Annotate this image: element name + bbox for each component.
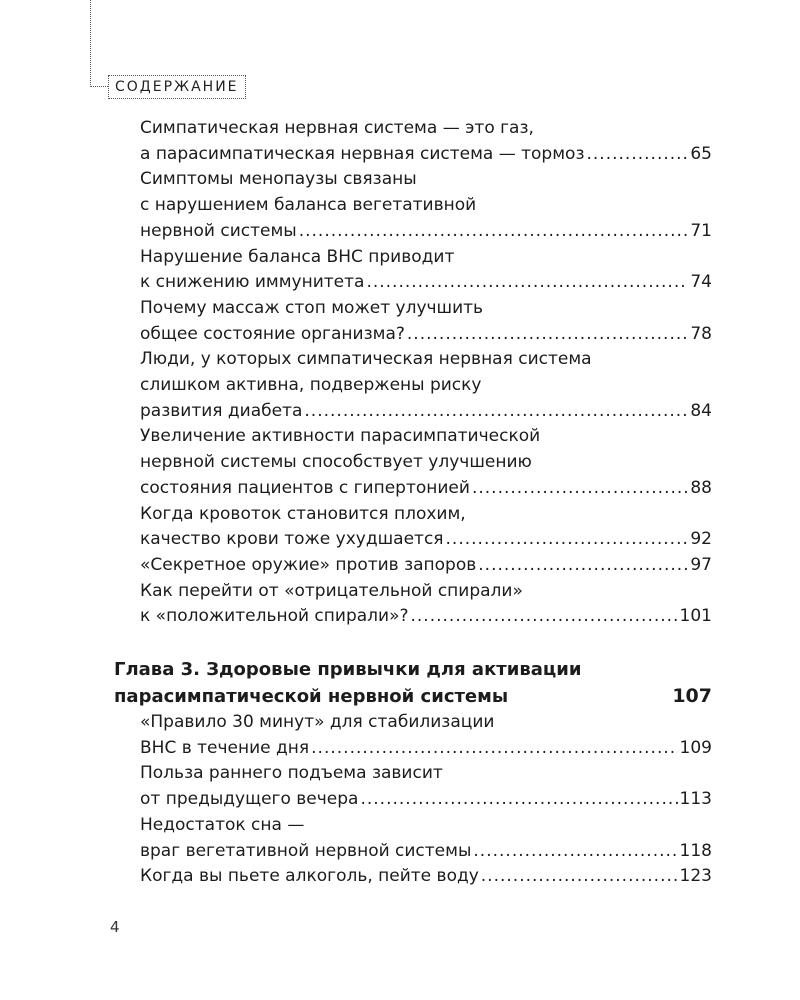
toc-page-number: 74	[690, 272, 712, 293]
toc-entry	[140, 553, 712, 579]
toc-entry	[140, 579, 712, 630]
toc-page-number: 118	[679, 840, 712, 861]
toc-entry-last-line	[140, 219, 712, 245]
table-of-contents	[0, 116, 800, 890]
frame-horizontal-rule	[90, 86, 108, 87]
toc-entry-last-line	[140, 527, 712, 553]
dot-leader	[299, 219, 689, 245]
chapter-title-last-line	[114, 683, 712, 710]
toc-entry-line: с нарушением баланса вегетативной	[140, 195, 477, 216]
toc-page-number: 78	[690, 323, 712, 344]
toc-entry	[140, 502, 712, 553]
toc-entry-title: Когда вы пьете алкоголь, пейте воду	[140, 866, 479, 887]
toc-entry-line: Люди, у которых симпатическая нервная система	[140, 349, 592, 370]
toc-entry-line: нервной системы способствует улучшению	[140, 452, 532, 473]
toc-entry	[140, 245, 712, 296]
toc-entry-line: Увеличение активности парасимпатической	[140, 426, 541, 447]
section-header: СОДЕРЖАНИЕ	[108, 75, 246, 99]
dot-leader	[478, 553, 688, 579]
dot-leader	[304, 399, 688, 425]
toc-entry-last-line	[140, 787, 712, 813]
toc-page-number: 71	[690, 220, 712, 241]
toc-entry	[140, 347, 712, 424]
toc-entry	[140, 167, 712, 244]
toc-page-number: 65	[690, 143, 712, 164]
toc-entry-last-line	[140, 142, 712, 168]
toc-entry	[140, 710, 712, 761]
toc-entry-last-line	[140, 839, 712, 865]
toc-entry-line: Симптомы менопаузы связаны	[140, 169, 417, 190]
toc-entry-title: от предыдущего вечера	[140, 789, 359, 810]
toc-entry-last-line	[140, 270, 712, 296]
toc-page-number: 88	[690, 477, 712, 498]
toc-page-number: 92	[690, 529, 712, 550]
toc-entry	[140, 424, 712, 501]
toc-entry-title: враг вегетативной нервной системы	[140, 840, 472, 861]
toc-entry-last-line	[140, 553, 712, 579]
toc-entry-last-line	[140, 322, 712, 348]
toc-entry-last-line	[140, 399, 712, 425]
toc-entry-line: «Правило 30 минут» для стабилизации	[140, 712, 495, 733]
toc-page-number: 97	[690, 554, 712, 575]
toc-entry-title: качество крови тоже ухудшается	[140, 529, 444, 550]
toc-entry-title: общее состояние организма?	[140, 323, 405, 344]
toc-entry-title: развития диабета	[140, 400, 303, 421]
toc-entry-line: Когда кровоток становится плохим,	[140, 503, 466, 524]
toc-entry	[140, 761, 712, 812]
toc-entry-title: ВНС в течение дня	[140, 737, 310, 758]
toc-page-number: 123	[679, 866, 712, 887]
dot-leader	[360, 787, 677, 813]
chapter-page-number: 107	[672, 685, 712, 708]
chapter-title-line: Глава 3. Здоровые привычки для активации	[114, 659, 582, 681]
toc-entry-title: состояния пациентов с гипертонией	[140, 477, 470, 498]
toc-entry-title: к «положительной спирали»?	[140, 606, 409, 627]
dot-leader	[446, 527, 689, 553]
toc-entry-line: Польза раннего подъема зависит	[140, 763, 443, 784]
dot-leader	[366, 270, 688, 296]
dot-leader	[481, 864, 678, 890]
toc-page-number: 109	[679, 737, 712, 758]
toc-entry-title: к снижению иммунитета	[140, 272, 365, 293]
toc-entry-line: Почему массаж стоп может улучшить	[140, 297, 484, 318]
page-number: 4	[110, 918, 120, 936]
dot-leader	[411, 604, 678, 630]
toc-entry	[140, 296, 712, 347]
toc-page-number: 113	[679, 789, 712, 810]
dot-leader	[472, 476, 688, 502]
toc-page-number: 84	[690, 400, 712, 421]
toc-entry-title: а парасимпатическая нервная система — тормоз	[140, 143, 585, 164]
toc-entry	[140, 116, 712, 167]
toc-entry-last-line	[140, 476, 712, 502]
toc-entry-line: Как перейти от «отрицательной спирали»	[140, 580, 523, 601]
toc-entry-last-line	[140, 604, 712, 630]
toc-entry-last-line	[140, 864, 712, 890]
toc-entry-line: слишком активна, подвержены риску	[140, 375, 482, 396]
toc-page-number: 101	[679, 606, 712, 627]
dot-leader	[311, 736, 677, 762]
chapter-heading	[114, 656, 712, 710]
toc-entry	[140, 813, 712, 864]
toc-entry-title: «Секретное оружие» против запоров	[140, 554, 477, 575]
toc-entry-line: Нарушение баланса ВНС приводит	[140, 246, 455, 267]
toc-entry-last-line	[140, 736, 712, 762]
toc-entry-line: Симпатическая нервная система — это газ,	[140, 118, 534, 138]
dot-leader	[473, 839, 677, 865]
toc-entry	[140, 864, 712, 890]
dot-leader	[407, 322, 688, 348]
dot-leader	[587, 142, 689, 168]
chapter-title: парасимпатической нервной системы	[114, 686, 509, 708]
toc-entry-line: Недостаток сна —	[140, 814, 305, 835]
toc-entry-title: нервной системы	[140, 220, 297, 241]
frame-vertical-rule	[90, 0, 91, 85]
